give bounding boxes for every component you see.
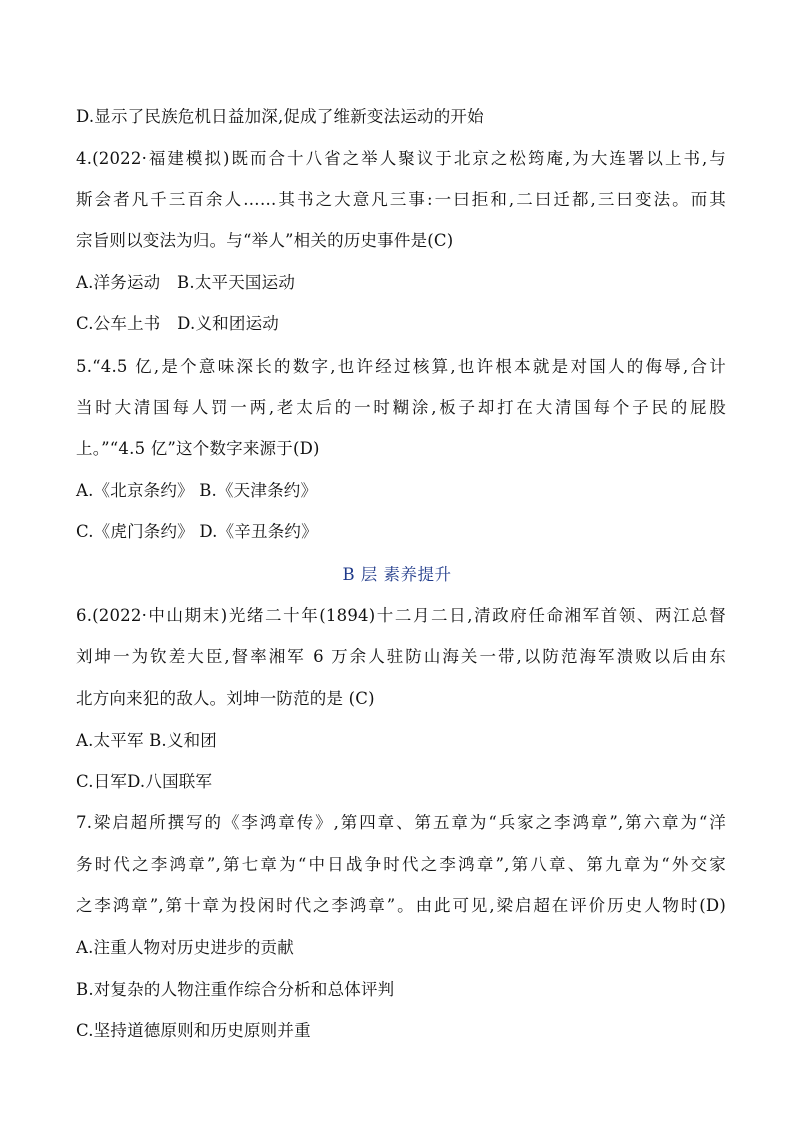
q5-stem-line-3: 上。”“4.5 亿”这个数字来源于(D) (76, 439, 320, 458)
q7-stem-line-2: 务时代之李鸿章”,第七章为“中日战争时代之李鸿章”,第八章、第九章为“外交家 (76, 855, 726, 874)
section-b-heading: B 层 素养提升 (342, 565, 452, 584)
q6-options-cd: C.日军D.八国联军 (76, 772, 213, 791)
q6-stem-line-1: 6.(2022·中山期末)光绪二十年(1894)十二月二日,清政府任命湘军首领、两江总督 (76, 606, 726, 625)
q7-stem-line-1: 7.梁启超所撰写的《李鸿章传》,第四章、第五章为“兵家之李鸿章”,第六章为“洋 (76, 813, 726, 832)
q4-options-cd: C.公车上书 D.义和团运动 (76, 314, 279, 333)
q7-option-b: B.对复杂的人物注重作综合分析和总体评判 (76, 980, 395, 999)
q3-option-d: D.显示了民族危机日益加深,促成了维新变法运动的开始 (76, 107, 484, 126)
q6-stem-line-3: 北方向来犯的敌人。刘坤一防范的是 (C) (76, 689, 375, 708)
q6-stem-line-2: 刘坤一为钦差大臣,督率湘军 6 万余人驻防山海关一带,以防范海军溃败以后由东 (76, 647, 726, 666)
q6-options-ab: A.太平军 B.义和团 (76, 731, 217, 750)
q5-stem-line-2: 当时大清国每人罚一两,老太后的一时糊涂,板子却打在大清国每个子民的屁股 (76, 398, 726, 417)
q4-stem-line-2: 斯会者凡千三百余人……其书之大意凡三事:一曰拒和,二曰迁都,三曰变法。而其 (76, 190, 726, 209)
q5-stem-line-1: 5.“4.5 亿,是个意味深长的数字,也许经过核算,也许根本就是对国人的侮辱,合计 (76, 357, 726, 376)
q5-options-ab: A.《北京条约》 B.《天津条约》 (76, 481, 318, 500)
q7-option-a: A.注重人物对历史进步的贡献 (76, 938, 294, 957)
q7-stem-line-3: 之李鸿章”,第十章为投闲时代之李鸿章”。由此可见,梁启超在评价历史人物时(D) (76, 896, 726, 915)
q7-option-c: C.坚持道德原则和历史原则并重 (76, 1021, 311, 1040)
q4-options-ab: A.洋务运动 B.太平天国运动 (76, 273, 296, 292)
q4-stem-line-1: 4.(2022·福建模拟)既而合十八省之举人聚议于北京之松筠庵,为大连署以上书,与 (76, 149, 726, 168)
q5-options-cd: C.《虎门条约》 D.《辛丑条约》 (76, 522, 318, 541)
q4-stem-line-3: 宗旨则以变法为归。与“举人”相关的历史事件是(C) (76, 231, 454, 250)
